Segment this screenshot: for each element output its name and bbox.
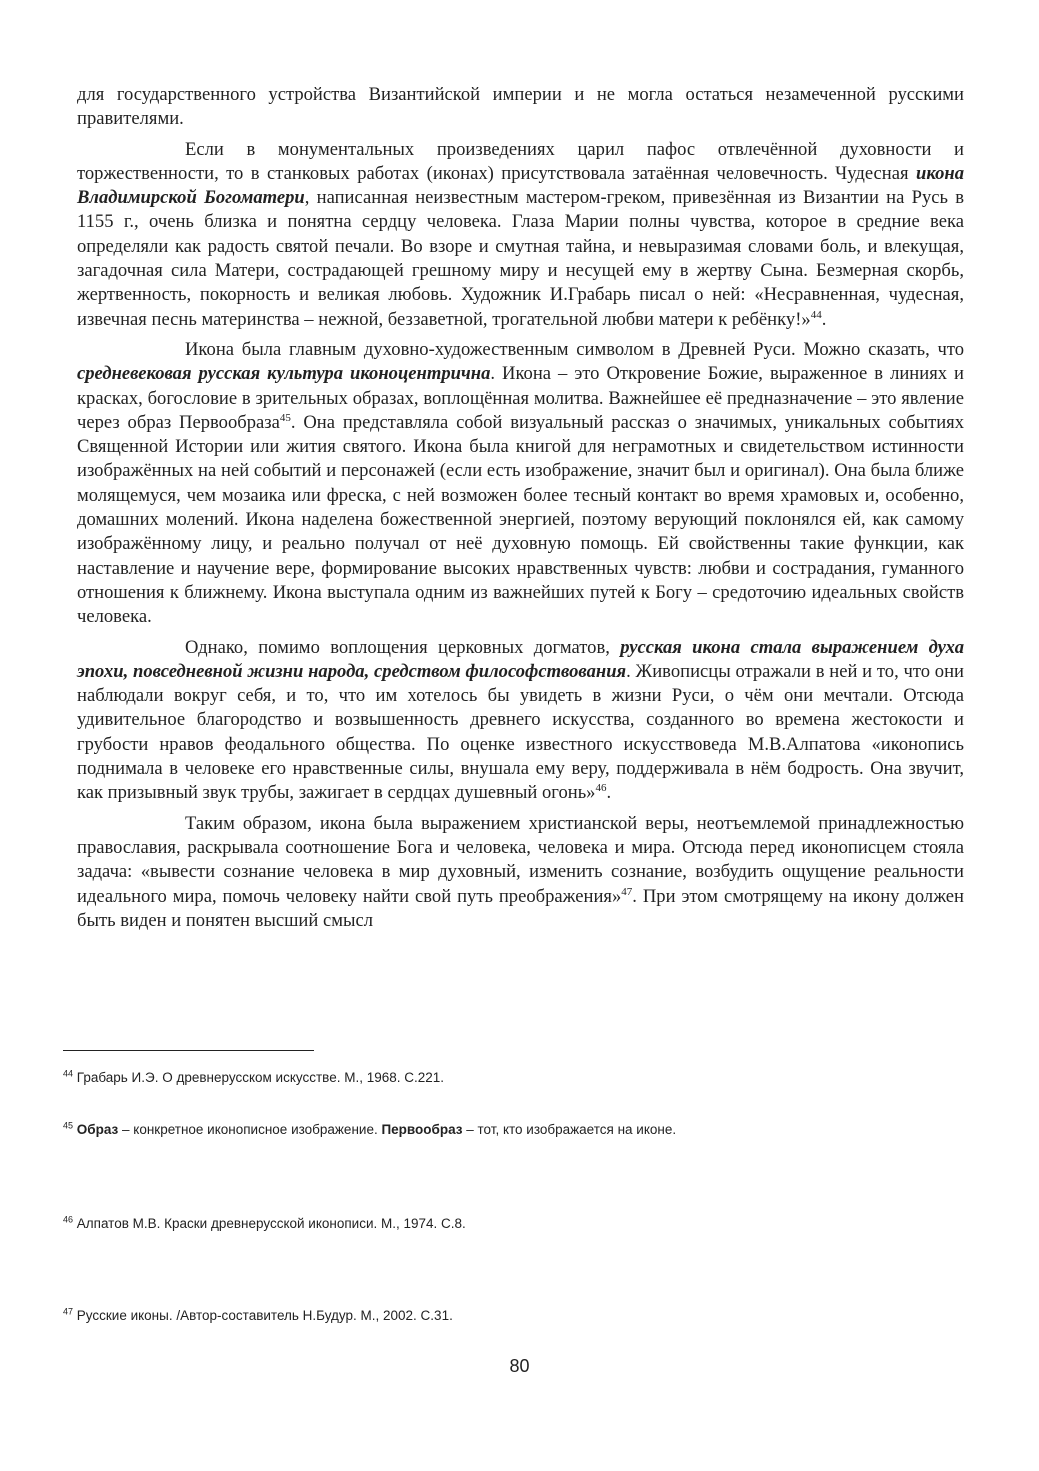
footnote-47 <box>63 1307 963 1325</box>
footnote-text: – конкретное иконописное изображение. <box>118 1122 382 1137</box>
text-segment: . При этом смотрящему на икону должен быть виден и понятен высший смысл <box>77 885 964 931</box>
text-segment: Если в монументальных произведениях царил пафос отвлечённой духовности и торжественности, то в станковых работах (иконах) присутствовала затаённая человечность. Чудесная <box>77 138 964 184</box>
text-segment: . Живописцы отражали в ней и то, что они наблюдали вокруг себя, и то, что им хотелось бы увидеть в жизни Руси, о чём они мечтали. Отсюда удивительное благородство и возвышенность древнего искусства, созданного во времена жестокости и грубости нравов феодального общества. По оценке известного искусствоведа М.В.Алпатова «иконопись поднимала в человеке его нравственные силы, внушала ему веру, поддерживала в нём бодрость. Она звучит, как призывный звук трубы, зажигает в сердцах душевный огонь» <box>77 660 964 804</box>
text-segment: . Она представляла собой визуальный рассказ о значимых, уникальных событиях Священной Истории или жития святого. Икона была книгой для неграмотных и свидетельством истинности изображённых на ней событий и персонажей (если есть изображение, значит был и оригинал). Она была ближе молящемуся, чем мозаика или фреска, с ней возможен более тесный контакт во время храмовых и, особенно, домашних молений. Икона наделена божественной энергией, поэтому верующий поклонялся ей, как самому изображённому лицу, и реально получал от неё духовную помощь. Ей свойственны такие функции, как наставление и научение вере, формирование высоких нравственных чувств: любви и сострадания, гуманного отношения к ближнему. Икона выступала одним из важнейших путей к Богу – средоточию идеальных свойств человека. <box>77 411 964 628</box>
footnote-number: 44 <box>63 1068 74 1079</box>
footnote-text: – тот, кто изображается на иконе. <box>462 1122 677 1137</box>
text-segment: Таким образом, икона была выражением христианской веры, неотъемлемой принадлежностью православия, раскрывала соотношение Бога и человека, человека и мира. Отсюда перед иконописцем стояла задача: «вывести сознание человека в мир духовный, изменить сознание, возбудить ощущение реальности идеального мира, помочь человеку найти свой путь преображения» <box>77 812 964 907</box>
footnote-term: Первообраз <box>381 1122 463 1137</box>
paragraph <box>77 812 964 933</box>
text-segment: . <box>606 782 612 804</box>
main-text <box>77 83 964 939</box>
text-segment: , написанная неизвестным мастером-греком, привезённая из Византии на Русь в 1155 г., очень близка и понятна сердцу человека. Глаза Марии полны чувства, которое в средние века определяли как радость святой печали. Во взоре и смутная тайна, и невыразимая словами боль, и влекущая, загадочная сила Матери, сострадающей грешному миру и несущей ему в жертву Сына. Безмерная скорбь, жертвенность, покорность и великая любовь. Художник И.Грабарь писал о ней: «Несравненная, чудесная, извечная песнь материнства – нежной, беззаветной, трогательной любви матери к ребёнку!» <box>77 187 965 330</box>
footnote-number: 47 <box>63 1306 74 1317</box>
paragraph <box>77 636 964 806</box>
paragraph <box>77 338 964 630</box>
footnote-text: Алпатов М.В. Краски древнерусской иконописи. М., 1974. С.8. <box>73 1216 466 1231</box>
footnote-reference[interactable]: 45 <box>279 411 291 424</box>
text-segment: для государственного устройства Византийской империи и не могла остаться незамеченной русскими правителями. <box>77 84 964 130</box>
footnote-reference[interactable]: 44 <box>810 308 822 321</box>
text-segment: Однако, помимо воплощения церковных догматов, <box>185 636 621 658</box>
footnote-separator <box>63 1050 314 1051</box>
emphasized-text: русская икона стала выражением духа эпохи, повседневной жизни народа, средством философствования <box>77 636 965 682</box>
emphasized-text: средневековая русская культура иконоцентрична <box>77 363 491 385</box>
footnote-reference[interactable]: 47 <box>621 885 633 898</box>
footnote-term: Образ <box>76 1122 119 1137</box>
text-segment: . Икона – это Откровение Божие, выраженное в линиях и красках, богословие в зрительных образах, воплощённая молитва. Важнейшее её предназначение – это явление через образ Первообраза <box>77 363 964 433</box>
footnote-number: 45 <box>63 1120 74 1131</box>
paragraph <box>77 138 964 332</box>
footnote-46 <box>63 1215 963 1233</box>
footnote-number: 46 <box>63 1214 74 1225</box>
footnote-reference[interactable]: 46 <box>595 782 607 795</box>
emphasized-text: икона Владимирской Богоматери <box>77 162 964 209</box>
text-segment: Икона была главным духовно-художественным символом в Древней Руси. Можно сказать, что <box>185 338 964 360</box>
footnote-text: Грабарь И.Э. О древнерусском искусстве. М., 1968. С.221. <box>73 1070 445 1085</box>
footnote-44 <box>63 1069 963 1087</box>
page-number: 80 <box>509 1356 530 1376</box>
footnote-45 <box>63 1121 963 1139</box>
footnote-text: Русские иконы. /Автор-составитель Н.Будур. М., 2002. С.31. <box>73 1308 453 1323</box>
text-segment: . <box>821 308 827 330</box>
paragraph <box>77 83 964 132</box>
